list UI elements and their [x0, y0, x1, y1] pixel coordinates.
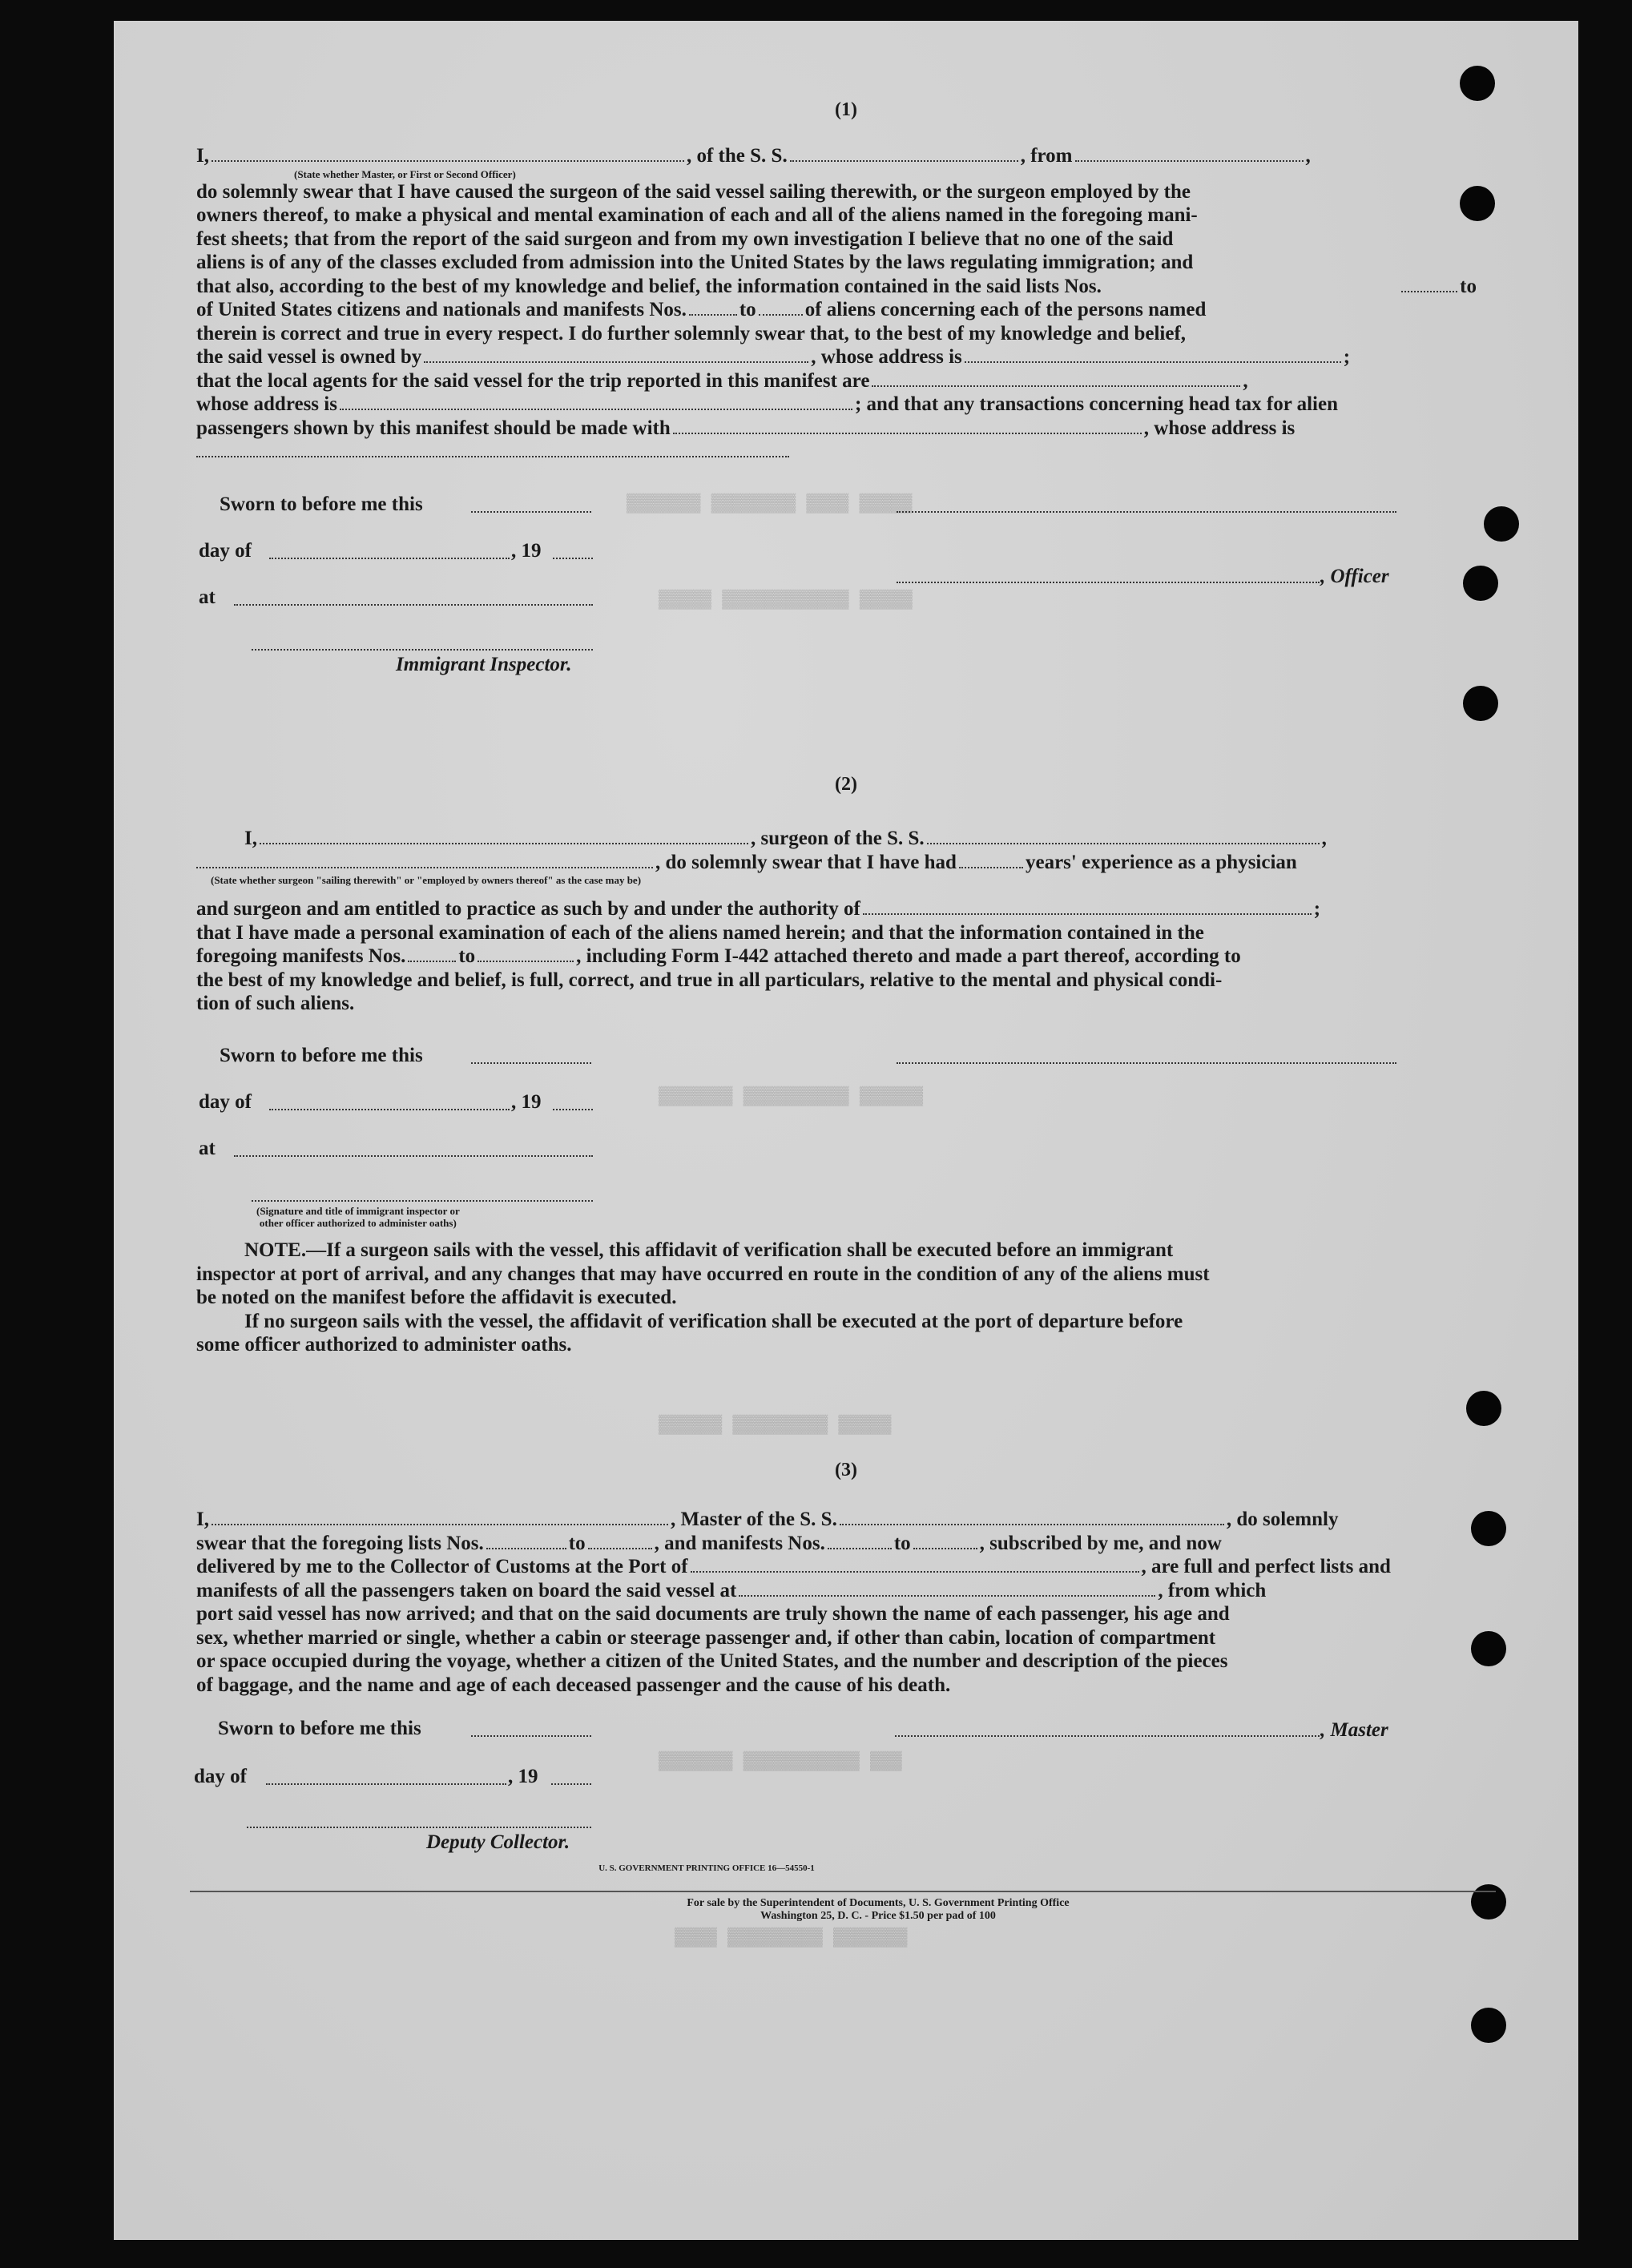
surgeon-status-hint: (State whether surgeon "sailing therewith" or "employed by owners thereof" as the case may be) [211, 874, 642, 886]
s3-lists-to-field[interactable] [588, 1532, 652, 1549]
s3-sworn-label: Sworn to before me this [218, 1718, 421, 1739]
s1-at-label: at [199, 586, 216, 608]
alien-manifest-from-field[interactable] [689, 298, 737, 316]
manifest-affidavit-page: ▓▓▓▓▓▓▓ ▓▓▓▓▓▓▓▓ ▓▓▓▓ ▓▓▓▓▓ ▓▓▓▓▓ ▓▓▓▓▓▓▓▓▓▓▓▓ ▓▓▓▓▓ ▓▓▓▓▓▓▓ ▓▓▓▓▓▓▓▓▓▓ ▓▓▓▓▓▓ ▓▓▓▓▓▓ ▓▓▓▓▓▓▓▓▓ ▓▓▓▓▓ ▓▓▓▓▓▓▓ ▓▓▓▓▓▓▓▓▓▓▓ ▓▓▓ ▓▓▓▓ ▓▓▓▓▓▓▓▓▓ ▓▓▓▓▓▓▓ (1) I, , of the S. S. , from , (State whether Master, or First or Second Officer) do solemnly swear that I have caused the surgeon of the said vessel sailing therewith, or the surgeon employed by the owners thereof, to make a physical and mental examination of each and all of the aliens named in the foregoing mani- fest sheets; that from the report of the said surgeon and from my own investigation I believe that no one of the said aliens is of any of the classes excluded from admission into the United States by the laws regulating immigration; and that also, according to the best of my knowledge and belief, the information contained in the said lists Nos. to of United States citizens and nationals and manifests Nos. to of aliens concerning each of the persons named therein is correct and true in every respect. I do further solemnly swear that, to the best of my knowledge and belief, the said vessel is owned by , whose address is ; that the local agents for the said vessel for the trip reported in this manifest are , whose address is ; and that any transactions concerning head tax for alien passengers shown by this manifest should be made with , whose address is Sworn to before me this day of , 19 , Officer at Immigrant Inspector. (2) I, , surgeon of the S. S. , , do solemnly swear that I have had years' experience as a physician (State whether surgeon "sailing therewith" or "employed by owners thereof" as the case may be) and surgeon and am entitled to practice as such by and under the authority of ; that I have made a personal examination of each of the aliens named herein; and that the information contained in the foregoing manifests Nos. to , including Form I-442 attached thereto and made a part thereof, according to the best of my knowledge and belief, is full, correct, and true in all particulars, relative to the mental and physical condi- tion of such aliens. Sworn to before me this day of , 19 at (Signature and title of immigrant inspector or other officer authorized to administer oaths) NOTE.—If a surgeon sails with the vessel, this affidavit of verification shall be executed before an immigrant inspector at port of arrival, and any changes that may have occurred en route in the condition of any of the aliens must be noted on the manifest before the affidavit is executed. If no surgeon sails with the vessel, the affidavit of verification shall be executed at the port of departure before some officer authorized to administer oaths. (3) I, , Master of the S. S. , do solemnly swear that the foregoing lists Nos. to , and manifests Nos. to , subscribed by me, and now delivered by me to the Collector of Customs at the Port of , are full and perfect lists and manifests of all the passengers taken on board the said vessel at , from which port said vessel has now arrived; and that on the said documents are truly shown the name of each passenger, his age and sex, whether married or single, whether a cabin or steerage passenger and, if other than cabin, location of compartment or space occupied during the voyage, whether a citizen of the United States, and the number and description of the pieces of baggage, and the name and age of each deceased passenger and the cause of his death. Sworn to before me this , Master day of , 19 Deputy Collector. U. S. GOVERNMENT PRINTING OFFICE 16—54550-1 For sale by the Superintendent of Documents, U. S. Government Printing Office Washington 25, D. C. - Price $1.50 per pad of 100 [114, 21, 1578, 2240]
s1-place-field[interactable] [234, 604, 593, 606]
officer-rank-hint: (State whether Master, or First or Second Officer) [294, 167, 516, 180]
licensing-authority-field[interactable] [863, 897, 1312, 915]
s2-year-field[interactable] [553, 1109, 593, 1110]
s2-at-label: at [199, 1138, 216, 1159]
show-through-text: ▓▓▓▓ ▓▓▓▓▓▓▓▓▓ ▓▓▓▓▓▓▓ [675, 1928, 908, 1948]
s3-day-of-label: day of [194, 1766, 247, 1787]
s1-inspector-signature-line[interactable] [252, 649, 593, 651]
alien-manifest-to-field[interactable] [759, 298, 803, 316]
s1-month-field[interactable] [269, 558, 510, 559]
s3-year-field[interactable] [551, 1783, 591, 1785]
s1-officer-caption: , Officer [1320, 566, 1389, 587]
show-through-text: ▓▓▓▓▓▓ ▓▓▓▓▓▓▓▓▓ ▓▓▓▓▓ [659, 1415, 892, 1435]
s2-surgeon-signature-line[interactable] [897, 1062, 1396, 1064]
s3-month-field[interactable] [266, 1783, 506, 1785]
s2-month-field[interactable] [269, 1109, 510, 1110]
s1-day-of-label: day of [199, 540, 252, 562]
arrival-port-field[interactable] [691, 1555, 1139, 1573]
s1-sworn-label: Sworn to before me this [220, 493, 423, 515]
surgeon-name-field[interactable] [260, 827, 748, 844]
s2-manifest-from-field[interactable] [408, 945, 456, 962]
s3-collector-signature-line[interactable] [247, 1827, 591, 1828]
s3-sworn-day-field[interactable] [471, 1735, 591, 1737]
section-2-body: I, , surgeon of the S. S. , , do solemnly swear that I have had years' experience as a physician (State whether surgeon "sailing therewith" or "employed by owners thereof" as the case may be) and surgeon and am entitled to practice as such by and under the authority of ; that I have made a personal examination of each of the aliens named herein; and that the information contained in the foregoing manifests Nos. to , including Form I-442 attached thereto and made a part thereof, according to the best of my knowledge and belief, is full, correct, and true in all particulars, relative to the mental and physical condi- tion of such aliens. [196, 827, 1477, 1016]
master-name-field[interactable] [212, 1508, 668, 1525]
head-tax-contact-field[interactable] [673, 417, 1142, 434]
punch-hole [1484, 506, 1519, 542]
note-label: NOTE. [244, 1239, 307, 1261]
surgeon-status-field[interactable] [196, 851, 653, 868]
s2-place-field[interactable] [234, 1155, 593, 1157]
head-tax-address-field[interactable] [196, 440, 789, 457]
ship-name-field[interactable] [790, 144, 1018, 162]
s1-inspector-caption: Immigrant Inspector. [396, 654, 572, 675]
local-agents-field[interactable] [872, 369, 1240, 387]
punch-hole [1466, 1391, 1501, 1426]
agents-address-field[interactable] [340, 393, 852, 410]
s1-officer-signature-line[interactable] [897, 511, 1396, 513]
gpo-imprint: U. S. GOVERNMENT PRINTING OFFICE 16—54550-1 [598, 1863, 815, 1873]
s2-sworn-day-field[interactable] [471, 1062, 591, 1064]
s3-collector-caption: Deputy Collector. [426, 1831, 570, 1853]
boarding-port-field[interactable] [739, 1579, 1155, 1597]
s2-officer-caption: (Signature and title of immigrant inspector or other officer authorized to administer oaths) [256, 1205, 460, 1229]
section-3-number: (3) [835, 1460, 857, 1480]
s1-line-1: I, , of the S. S. , from , [196, 145, 1311, 167]
punch-hole [1463, 566, 1498, 601]
s3-manifests-to-field[interactable] [913, 1532, 977, 1549]
punch-hole [1463, 686, 1498, 721]
s2-manifest-to-field[interactable] [478, 945, 574, 962]
section-1-number: (1) [835, 99, 857, 120]
s1-officer-title-line[interactable] [897, 582, 1320, 583]
show-through-text: ▓▓▓▓▓▓▓ ▓▓▓▓▓▓▓▓ ▓▓▓▓ ▓▓▓▓▓ [627, 493, 913, 514]
s2-ship-name-field[interactable] [927, 827, 1320, 844]
s2-day-of-label: day of [199, 1091, 252, 1113]
show-through-text: ▓▓▓▓▓ ▓▓▓▓▓▓▓▓▓▓▓▓ ▓▓▓▓▓ [659, 590, 913, 610]
vessel-owner-field[interactable] [424, 345, 808, 363]
show-through-text: ▓▓▓▓▓▓▓ ▓▓▓▓▓▓▓▓▓▓▓ ▓▓▓ [659, 1751, 902, 1771]
citizen-list-from-field[interactable] [1401, 275, 1457, 292]
punch-hole [1460, 66, 1495, 101]
surgeon-note: NOTE.—If a surgeon sails with the vessel, this affidavit of verification shall be executed before an immigrant inspector at port of arrival, and any changes that may have occurred en route in the condition of any of the aliens must be noted on the manifest before the affidavit is executed. If no surgeon sails with the vessel, the affidavit of verification shall be executed at the port of departure before some officer authorized to administer oaths. [196, 1239, 1210, 1356]
section-1-body: I, , of the S. S. , from , (State whether Master, or First or Second Officer) do solemnly swear that I have caused the surgeon of the said vessel sailing therewith, or the surgeon employed by the owners thereof, to make a physical and mental examination of each and all of the aliens named in the foregoing mani- fest sheets; that from the report of the said surgeon and from my own investigation I believe that no one of the said aliens is of any of the classes excluded from admission into the United States by the laws regulating immigration; and that also, according to the best of my knowledge and belief, the information contained in the said lists Nos. to of United States citizens and nationals and manifests Nos. to of aliens concerning each of the persons named therein is correct and true in every respect. I do further solemnly swear that, to the best of my knowledge and belief, the said vessel is owned by , whose address is ; that the local agents for the said vessel for the trip reported in this manifest are , whose address is ; and that any transactions concerning head tax for alien passengers shown by this manifest should be made with , whose address is [196, 144, 1477, 464]
footer-rule [190, 1891, 1496, 1892]
show-through-text: ▓▓▓▓▓▓▓ ▓▓▓▓▓▓▓▓▓▓ ▓▓▓▓▓▓ [659, 1086, 924, 1106]
s3-master-caption: , Master [1320, 1719, 1388, 1741]
s2-sworn-label: Sworn to before me this [220, 1045, 423, 1066]
section-3-body: I, , Master of the S. S. , do solemnly swear that the foregoing lists Nos. to , and manifests Nos. to , subscribed by me, and now delivered by me to the Collector of Customs at the Port of , are full and perfect lists and manifests of all the passengers taken on board the said vessel at , from which port said vessel has now arrived; and that on the said documents are truly shown the name of each passenger, his age and sex, whether married or single, whether a cabin or steerage passenger and, if other than cabin, location of compartment or space occupied during the voyage, whether a citizen of the United States, and the number and description of the pieces of baggage, and the name and age of each deceased passenger and the cause of his death. [196, 1509, 1391, 1696]
years-experience-field[interactable] [959, 851, 1023, 868]
s2-officer-signature-line[interactable] [252, 1200, 593, 1202]
owner-address-field[interactable] [965, 345, 1341, 363]
s3-master-signature-line[interactable] [895, 1735, 1320, 1737]
officer-name-field[interactable] [212, 144, 684, 162]
s1-year-field[interactable] [553, 558, 593, 559]
sale-notice: For sale by the Superintendent of Documents, U. S. Government Printing Office Washington 25, D. C. - Price $1.50 per pad of 100 [687, 1897, 1070, 1922]
s1-sworn-day-field[interactable] [471, 511, 591, 513]
section-2-number: (2) [835, 774, 857, 795]
departure-port-field[interactable] [1075, 144, 1304, 162]
s3-ship-name-field[interactable] [840, 1508, 1224, 1525]
punch-hole [1471, 2008, 1506, 2043]
s3-manifests-from-field[interactable] [828, 1532, 892, 1549]
s3-lists-from-field[interactable] [486, 1532, 566, 1549]
